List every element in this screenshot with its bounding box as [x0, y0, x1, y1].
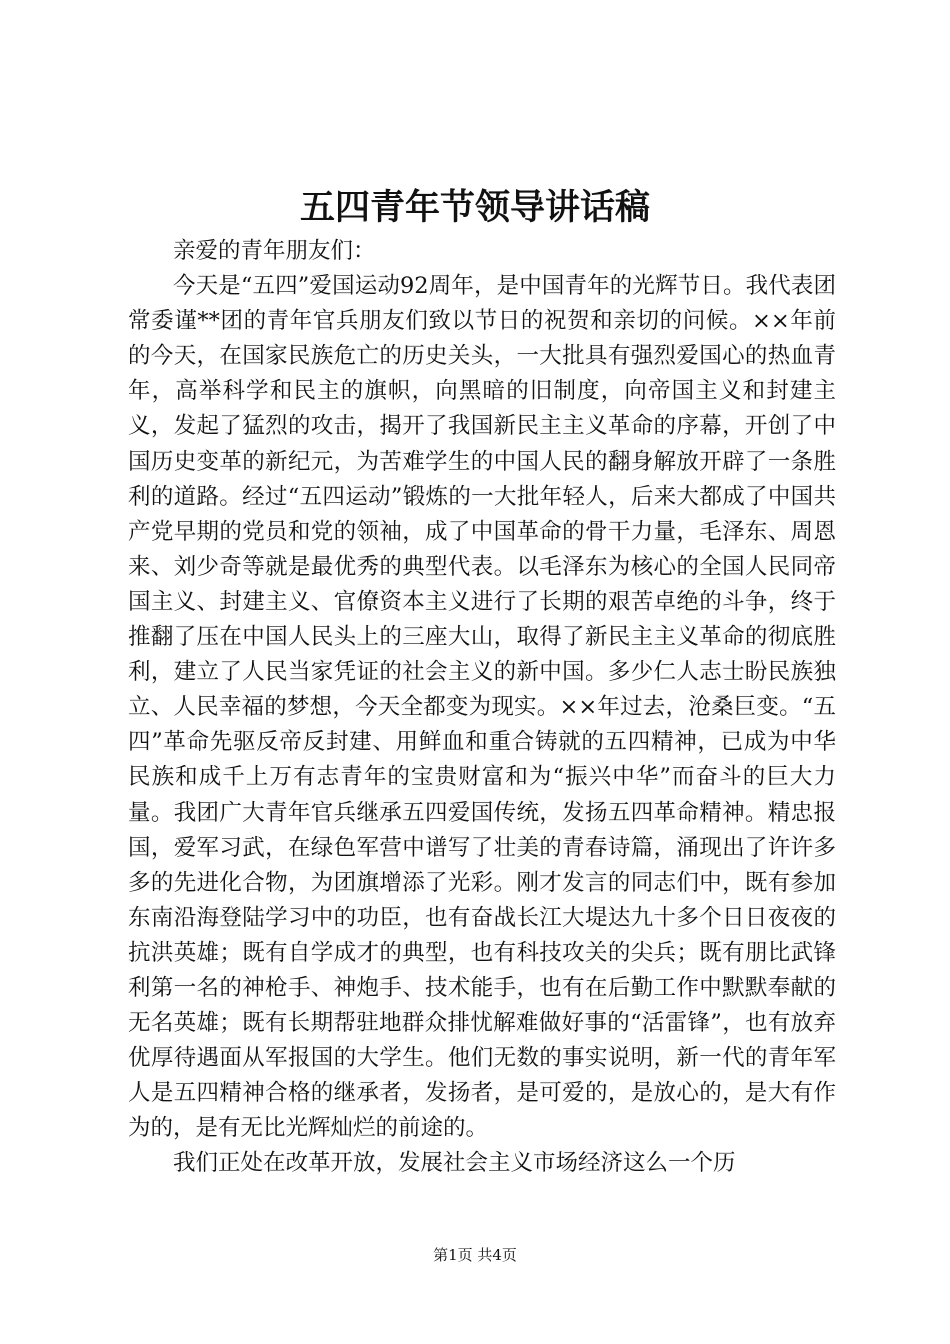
document-title: 五四青年节领导讲话稿 — [299, 187, 650, 228]
greeting-paragraph: 亲爱的青年朋友们： — [173, 238, 376, 264]
page-footer — [0, 1244, 950, 1266]
document-body — [128, 234, 836, 1182]
body-paragraph-1: 今天是“五四”爱国运动92周年，是中国青年的光辉节日。我代表团常委谨**团的青年官兵朋友们致以节日的祝贺和亲切的问候。××年前的今天，在国家民族危亡的历史关头，一大批具有强烈爱国心的热血青年，高举科学和民主的旗帜，向黑暗的旧制度，向帝国主义和封建主义，发起了猛烈的攻击，揭开了我国新民主主义革命的序幕，开创了中国历史变革的新纪元，为苦难学生的中国人民的翻身解放开辟了一条胜利的道路。经过“五四运动”锻炼的一大批年轻人，后来大都成了中国共产党早期的党员和党的领袖，成了中国革命的骨干力量，毛泽东、周恩来、刘少奇等就是最优秀的典型代表。以毛泽东为核心的全国人民同帝国主义、封建主义、官僚资本主义进行了长期的艰苦卓绝的斗争，终于推翻了压在中国人民头上的三座大山，取得了新民主主义革命的彻底胜利，建立了人民当家凭证的社会主义的新中国。多少仁人志士盼民族独立、人民幸福的梦想，今天全都变为现实。××年过去，沧桑巨变。“五四”革命先驱反帝反封建、用鲜血和重合铸就的五四精神，已成为中华民族和成千上万有志青年的宝贵财富和为“振兴中华”而奋斗的巨大力量。我团广大青年官兵继承五四爱国传统，发扬五四革命精神。精忠报国，爱军习武，在绿色军营中谱写了壮美的青春诗篇，涌现出了许许多多的先进化合物，为团旗增添了光彩。刚才发言的同志们中，既有参加东南沿海登陆学习中的功臣，也有奋战长江大堤达九十多个日日夜夜的抗洪英雄；既有自学成才的典型，也有科技攻关的尖兵；既有朋比武锋利第一名的神枪手、神炮手、技术能手，也有在后勤工作中默默奉献的无名英雄；既有长期帮驻地群众排忧解难做好事的“活雷锋”，也有放弃优厚待遇面从军报国的大学生。他们无数的事实说明，新一代的青年军人是五四精神合格的继承者，发扬者，是可爱的，是放心的，是大有作为的，是有无比光辉灿烂的前途的。 — [128, 273, 836, 1142]
page-number-label: 第1页 共4页 — [433, 1246, 517, 1264]
body-paragraph-2: 我们正处在改革开放，发展社会主义市场经济这么一个历 — [173, 1150, 736, 1177]
